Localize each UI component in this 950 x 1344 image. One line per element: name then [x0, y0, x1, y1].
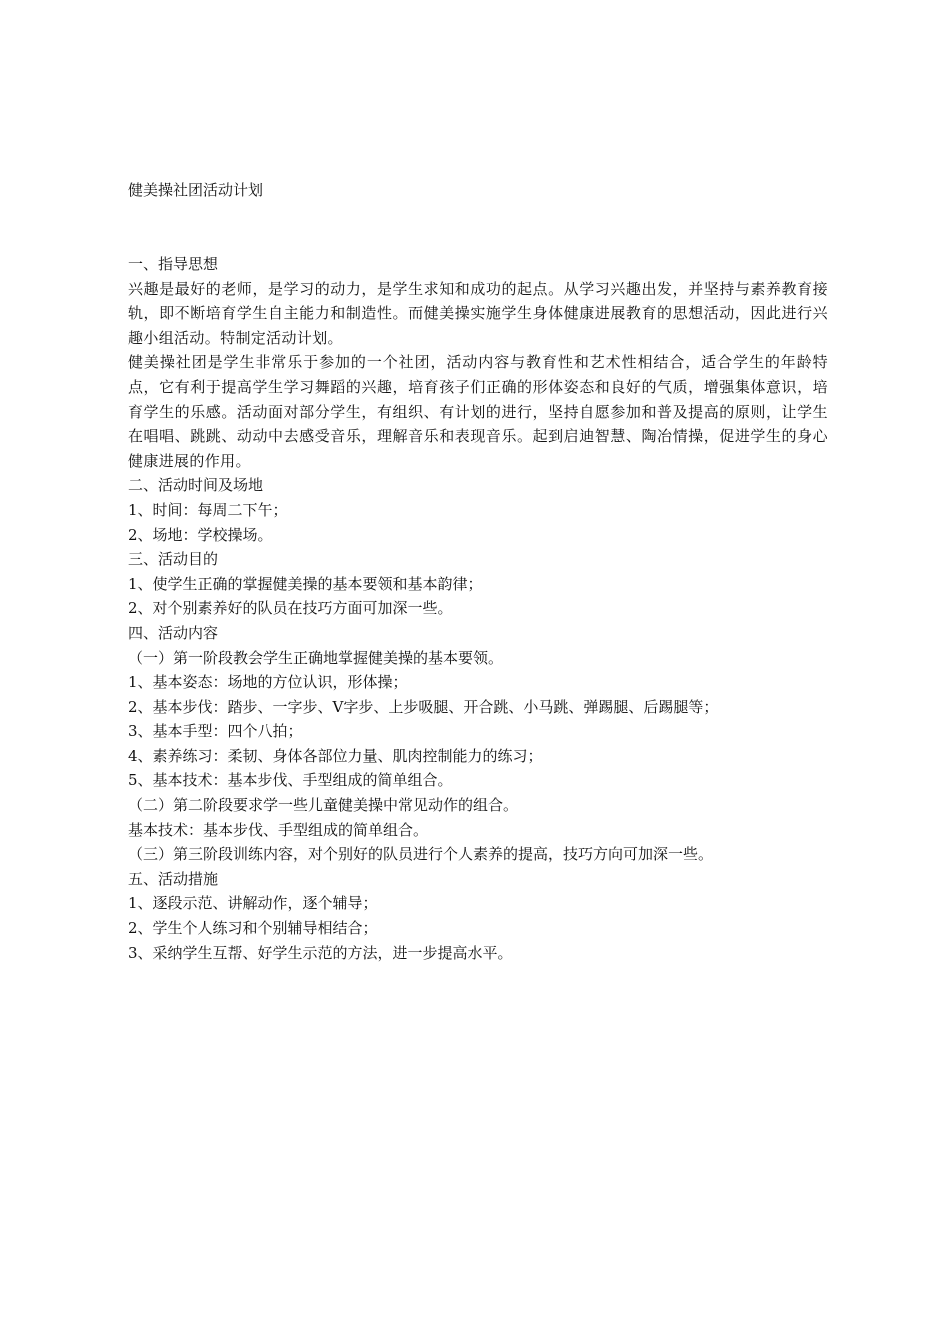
document-body: [128, 252, 828, 965]
body-paragraph: 兴趣是最好的老师，是学习的动力，是学生求知和成功的起点。从学习兴趣出发，并坚持与素养教育接轨，即不断培育学生自主能力和制造性。而健美操实施学生身体健康进展教育的思想活动，因此进行兴趣小组活动。特制定活动计划。: [128, 279, 828, 347]
list-item: 3、采纳学生互帮、好学生示范的方法，进一步提高水平。: [128, 943, 513, 962]
section-heading: 一、指导思想: [128, 255, 219, 273]
list-item: 1、基本姿态：场地的方位认识，形体操；: [128, 673, 408, 692]
list-item: 1、使学生正确的掌握健美操的基本要领和基本韵律；: [128, 574, 483, 593]
list-item: 3、基本手型：四个八拍；: [128, 722, 303, 741]
list-item: 2、对个别素养好的队员在技巧方面可加深一些。: [128, 599, 453, 618]
list-item: （二）第二阶段要求学一些儿童健美操中常见动作的组合。: [128, 796, 519, 815]
list-item: 基本技术：基本步伐、手型组成的简单组合。: [128, 820, 429, 839]
list-item: （三）第三阶段训练内容，对个别好的队员进行个人素养的提高，技巧方向可加深一些。: [128, 845, 714, 864]
list-item: 2、基本步伐：踏步、一字步、V字步、上步吸腿、开合跳、小马跳、弹踢腿、后踢腿等；: [128, 697, 719, 716]
list-item: 2、场地：学校操场。: [128, 525, 273, 544]
list-item: （一）第一阶段教会学生正确地掌握健美操的基本要领。: [128, 648, 504, 667]
section-heading: 四、活动内容: [128, 623, 219, 642]
document-title: 健美操社团活动计划: [128, 181, 264, 199]
list-item: 1、逐段示范、讲解动作，逐个辅导；: [128, 894, 378, 913]
section-heading: 二、活动时间及场地: [128, 476, 264, 495]
section-heading: 五、活动措施: [128, 869, 219, 888]
list-item: 5、基本技术：基本步伐、手型组成的简单组合。: [128, 771, 453, 790]
body-paragraph: 健美操社团是学生非常乐于参加的一个社团，活动内容与教育性和艺术性相结合，适合学生的年龄特点，它有利于提高学生学习舞蹈的兴趣，培育孩子们正确的形体姿态和良好的气质，增强集体意识，培育学生的乐感。活动面对部分学生，有组织、有计划的进行，坚持自愿参加和普及提高的原则，让学生在唱唱、跳跳、动动中去感受音乐，理解音乐和表现音乐。起到启迪智慧、陶冶情操，促进学生的身心健康进展的作用。: [128, 353, 828, 470]
list-item: 1、时间：每周二下午；: [128, 500, 288, 519]
list-item: 4、素养练习：柔韧、身体各部位力量、肌肉控制能力的练习；: [128, 746, 543, 765]
list-item: 2、学生个人练习和个别辅导相结合；: [128, 919, 378, 938]
section-heading: 三、活动目的: [128, 550, 219, 569]
